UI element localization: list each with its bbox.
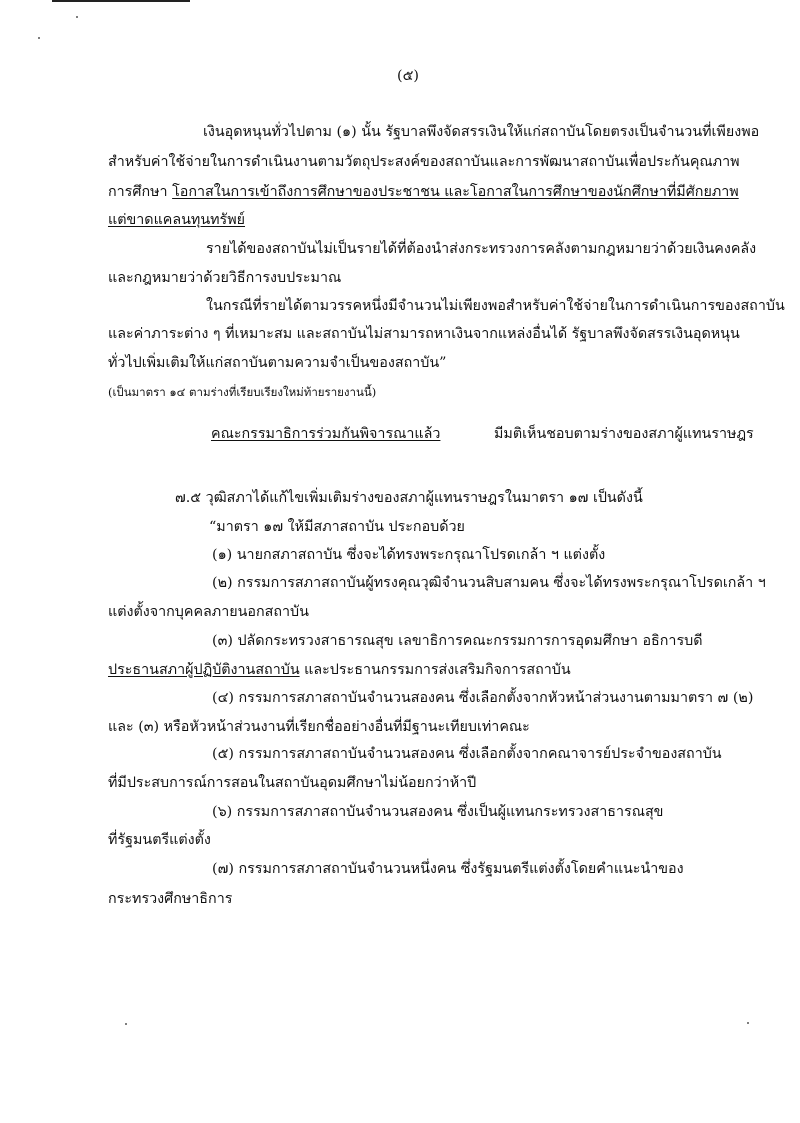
scan-speck: [747, 1022, 749, 1024]
para1-line3: [108, 183, 739, 201]
member-item-7-line1: (๗) กรรมการสภาสถาบันจำนวนหนึ่งคน ซึ่งรัฐมนตรีแต่งตั้งโดยคำแนะนำของ: [212, 861, 684, 877]
member-item-5-line2: ที่มีประสบการณ์การสอนในสถาบันอุดมศึกษาไม่น้อยกว่าห้าปี: [108, 775, 477, 791]
scan-speck: [76, 16, 78, 18]
para3-line2: และค่าภาระต่าง ๆ ที่เหมาะสม และสถาบันไม่สามารถหาเงินจากแหล่งอื่นได้ รัฐบาลพึงจัดสรรเงินอุดหนุน: [108, 326, 740, 342]
member-item-4-line1: (๔) กรรมการสภาสถาบันจำนวนสองคน ซึ่งเลือกตั้งจากหัวหน้าส่วนงานตามมาตรา ๗ (๒): [212, 690, 754, 706]
committee-opinion: มีมติเห็นชอบตามร่างของสภาผู้แทนราษฎร: [494, 426, 754, 442]
para1-line2: สำหรับค่าใช้จ่ายในการดำเนินงานตามวัตถุประสงค์ของสถาบันและการพัฒนาสถาบันเพื่อประกันคุณภาพ: [108, 154, 740, 170]
member-item-3-underlined: ประธานสภาผู้ปฏิบัติงานสถาบัน: [108, 662, 300, 678]
member-item-1: (๑) นายกสภาสถาบัน ซึ่งจะได้ทรงพระกรุณาโปรดเกล้า ฯ แต่งตั้ง: [212, 547, 606, 563]
member-item-3-line1: (๓) ปลัดกระทรวงสาธารณสุข เลขาธิการคณะกรรมการการอุดมศึกษา อธิการบดี: [212, 633, 703, 649]
member-item-2-line2: แต่งตั้งจากบุคคลภายนอกสถาบัน: [108, 604, 309, 620]
member-item-7-line2: กระทรวงศึกษาธิการ: [108, 891, 233, 907]
member-item-4-line2: และ (๓) หรือหัวหน้าส่วนงานที่เรียกชื่ออย่างอื่นที่มีฐานะเทียบเท่าคณะ: [108, 719, 530, 735]
scan-edge-rule: [52, 0, 190, 2]
section-intro: “มาตรา ๑๗ ให้มีสภาสถาบัน ประกอบด้วย: [209, 519, 465, 535]
section-heading: ๗.๕ วุฒิสภาได้แก้ไขเพิ่มเติมร่างของสภาผู้แทนราษฎรในมาตรา ๑๗ เป็นดังนี้: [175, 490, 643, 506]
scan-speck: [38, 37, 40, 39]
member-item-3-line2: [108, 661, 571, 679]
member-item-2-line1: (๒) กรรมการสภาสถาบันผู้ทรงคุณวุฒิจำนวนสิบสามคน ซึ่งจะได้ทรงพระกรุณาโปรดเกล้า ฯ: [212, 575, 766, 591]
para1-line4: แต่ขาดแคลนทุนทรัพย์: [108, 212, 246, 228]
para1-line3-underlined: โอกาสในการเข้าถึงการศึกษาของประชาชน และโอกาสในการศึกษาของนักศึกษาที่มีศักยภาพ: [172, 184, 739, 200]
member-item-6-line1: (๖) กรรมการสภาสถาบันจำนวนสองคน ซึ่งเป็นผู้แทนกระทรวงสาธารณสุข: [212, 804, 664, 820]
para1-line1: เงินอุดหนุนทั่วไปตาม (๑) นั้น รัฐบาลพึงจัดสรรเงินให้แก่สถาบันโดยตรงเป็นจำนวนที่เพียงพอ: [203, 124, 760, 140]
member-item-5-line1: (๕) กรรมการสภาสถาบันจำนวนสองคน ซึ่งเลือกตั้งจากคณาจารย์ประจำของสถาบัน: [212, 746, 722, 762]
renumber-note: (เป็นมาตรา ๑๔ ตามร่างที่เรียบเรียงใหม่ท้ายรายงานนี้): [108, 385, 377, 399]
para3-line3: ทั่วไปเพิ่มเติมให้แก่สถาบันตามความจำเป็นของสถาบัน”: [108, 355, 447, 371]
member-item-6-line2: ที่รัฐมนตรีแต่งตั้ง: [108, 832, 211, 848]
para2-line2: และกฎหมายว่าด้วยวิธีการงบประมาณ: [108, 270, 342, 286]
member-item-3-rest: และประธานกรรมการส่งเสริมกิจการสถาบัน: [299, 662, 571, 678]
scan-speck: [125, 1023, 127, 1025]
para3-line1: ในกรณีที่รายได้ตามวรรคหนึ่งมีจำนวนไม่เพียงพอสำหรับค่าใช้จ่ายในการดำเนินการของสถาบัน: [206, 298, 785, 314]
para2-line1: รายได้ของสถาบันไม่เป็นรายได้ที่ต้องนำส่งกระทรวงการคลังตามกฎหมายว่าด้วยเงินคงคลัง: [206, 241, 757, 257]
para1-line3-text: การศึกษา: [108, 184, 168, 200]
page-number: (๕): [397, 68, 419, 84]
committee-label: คณะกรรมาธิการร่วมกันพิจารณาแล้ว: [211, 426, 441, 442]
